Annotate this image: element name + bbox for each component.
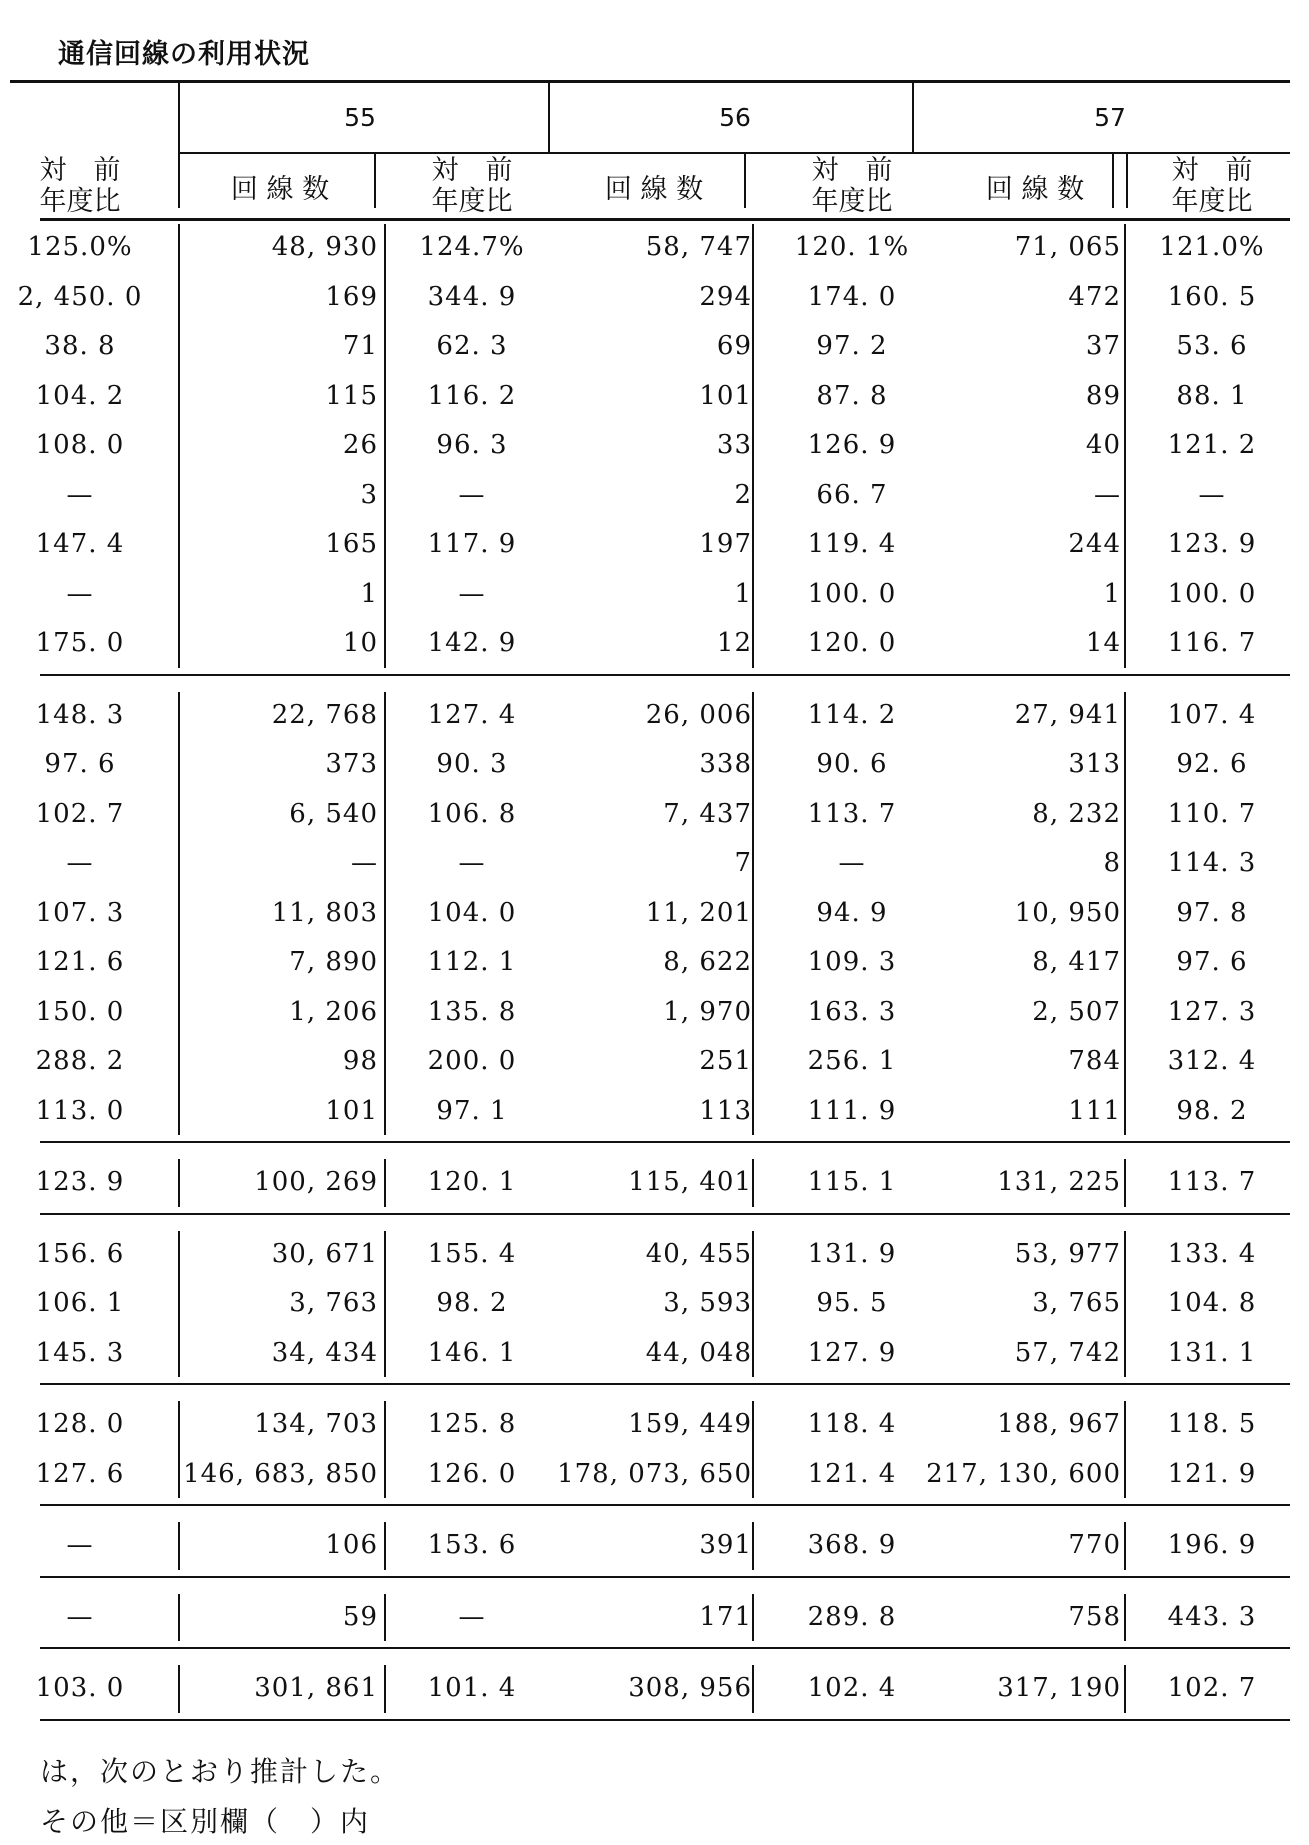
column-divider [752,1159,754,1207]
column-divider [1124,1665,1126,1713]
cell-lines-55: 169 [325,281,378,312]
cell-lines-57: 472 [1068,281,1121,312]
cell-lines-57: 758 [1068,1601,1121,1632]
cell-lines-57: 244 [1068,529,1121,559]
cell-ratio-55: 153. 6 [427,1530,517,1560]
cell-ratio-56: 115. 1 [807,1167,897,1197]
cell-ratio-57: 97. 8 [1176,897,1248,928]
cell-ratio-57: 102. 7 [1167,1673,1257,1703]
cell-ratio-55: 135. 8 [427,996,517,1027]
cell-ratio-56: 131. 9 [807,1238,897,1269]
cell-prev-ratio: 107. 3 [35,897,125,928]
cell-lines-56: 12 [716,628,752,658]
group-rule [40,1719,1290,1721]
cell-ratio-56: 66. 7 [816,479,888,510]
header-ratio-line2: 年度比 [1171,186,1253,217]
cell-lines-57: 111 [1068,1095,1121,1126]
cell-ratio-57: 121.0% [1159,232,1265,262]
cell-lines-56: 44, 048 [645,1337,752,1368]
cell-ratio-55: 124.7% [419,232,525,262]
header-ratio-line1: 対 前 [1171,155,1253,186]
cell-lines-57: 131, 225 [997,1167,1121,1197]
cell-prev-ratio: — [66,578,94,609]
footnote-2: その他＝区別欄（ ）内 [40,1805,371,1838]
cell-lines-55: — [351,848,378,878]
cell-lines-56: 7 [734,848,752,878]
cell-prev-ratio: 127. 6 [35,1458,125,1489]
cell-ratio-55: — [458,578,486,609]
cell-ratio-56: 126. 9 [807,430,897,460]
cell-ratio-56: 118. 4 [807,1409,897,1439]
cell-ratio-55: 62. 3 [436,331,508,361]
cell-ratio-57: — [1198,479,1226,510]
cell-ratio-56: 256. 1 [807,1046,897,1076]
cell-ratio-56: 368. 9 [807,1530,897,1560]
column-divider [178,1401,180,1498]
column-divider [1124,1159,1126,1207]
cell-lines-57: 71, 065 [1014,232,1121,262]
cell-lines-57: 317, 190 [997,1673,1121,1703]
cell-ratio-55: 96. 3 [436,430,508,460]
cell-lines-56: 115, 401 [628,1167,752,1197]
cell-ratio-57: 131. 1 [1167,1337,1257,1368]
cell-lines-56: 251 [699,1046,752,1076]
cell-lines-57: 37 [1085,331,1121,361]
column-divider [178,1159,180,1207]
header-ratio-line1: 対 前 [431,155,513,186]
year-label: 55 [344,103,376,132]
cell-lines-55: 48, 930 [271,232,378,262]
cell-ratio-56: 120. 0 [807,628,897,658]
cell-lines-57: 188, 967 [997,1409,1121,1439]
header-ratio-line2: 年度比 [811,186,893,217]
cell-prev-ratio: 104. 2 [35,380,125,411]
rule-header [40,218,1290,221]
group-rule [40,674,1290,676]
column-divider [178,1522,180,1570]
column-divider [384,1231,386,1378]
cell-lines-56: 159, 449 [628,1409,752,1439]
cell-lines-56: 178, 073, 650 [557,1458,752,1489]
cell-lines-56: 40, 455 [645,1238,752,1269]
group-rule [40,1141,1290,1143]
cell-lines-55: 373 [325,749,378,779]
cell-lines-56: 69 [716,331,752,361]
cell-prev-ratio: 123. 9 [35,1167,125,1197]
cell-lines-56: 33 [716,430,752,460]
cell-lines-55: 1, 206 [289,996,378,1027]
cell-lines-55: 6, 540 [289,798,378,829]
cell-lines-56: 58, 747 [645,232,752,262]
cell-ratio-55: 101. 4 [427,1673,517,1703]
cell-lines-57: 14 [1085,628,1121,658]
cell-lines-55: 134, 703 [254,1409,378,1439]
column-divider [384,1159,386,1207]
cell-prev-ratio: 145. 3 [35,1337,125,1368]
cell-ratio-55: 344. 9 [427,281,517,312]
cell-ratio-57: 100. 0 [1167,578,1257,609]
cell-lines-55: 22, 768 [271,699,378,730]
cell-lines-57: 8, 417 [1032,947,1121,977]
cell-lines-56: 308, 956 [628,1673,752,1703]
cell-prev-ratio: 113. 0 [35,1095,125,1126]
cell-ratio-56: 111. 9 [807,1095,897,1126]
cell-prev-ratio: 2, 450. 0 [17,281,143,312]
cell-ratio-57: 133. 4 [1167,1238,1257,1269]
header-ratio-line2: 年度比 [39,186,121,217]
cell-ratio-56: 114. 2 [807,699,897,730]
cell-ratio-56: 119. 4 [807,529,897,559]
cell-ratio-55: 97. 1 [436,1095,508,1126]
cell-lines-55: 301, 861 [254,1673,378,1703]
cell-prev-ratio: — [66,1530,94,1560]
cell-prev-ratio: 288. 2 [35,1046,125,1076]
column-divider [384,1594,386,1642]
cell-prev-ratio: 106. 1 [35,1288,125,1318]
cell-prev-ratio: 108. 0 [35,430,125,460]
year-label: 57 [1094,103,1126,132]
group-rule [40,1213,1290,1215]
cell-lines-57: 2, 507 [1032,996,1121,1027]
column-divider [1124,224,1126,668]
cell-lines-56: 101 [699,380,752,411]
cell-ratio-55: 142. 9 [427,628,517,658]
cell-ratio-55: — [458,1601,486,1632]
column-divider [384,1665,386,1713]
header-ratio-line1: 対 前 [39,155,121,186]
cell-ratio-56: — [838,848,866,878]
cell-ratio-57: 107. 4 [1167,699,1257,730]
cell-lines-57: 1 [1103,578,1121,609]
cell-lines-55: 11, 803 [271,897,378,928]
cell-ratio-57: 312. 4 [1167,1046,1257,1076]
cell-lines-55: 30, 671 [271,1238,378,1269]
cell-lines-55: 26 [342,430,378,460]
cell-ratio-55: 98. 2 [436,1288,508,1318]
header-count: 回 線 数 [230,174,330,205]
cell-ratio-55: — [458,479,486,510]
cell-lines-55: 3 [360,479,378,510]
page-title: 通信回線の利用状況 [58,39,310,70]
cell-ratio-55: 155. 4 [427,1238,517,1269]
cell-lines-57: 40 [1085,430,1121,460]
header-divider [1112,152,1114,208]
cell-prev-ratio: 102. 7 [35,798,125,829]
cell-lines-56: 294 [699,281,752,312]
cell-ratio-56: 174. 0 [807,281,897,312]
group-rule [40,1383,1290,1385]
header-ratio-line2: 年度比 [431,186,513,217]
column-divider [752,1401,754,1498]
column-divider [178,1594,180,1642]
cell-ratio-57: 118. 5 [1167,1409,1257,1439]
column-divider [1124,1594,1126,1642]
cell-lines-56: 8, 622 [663,947,752,977]
cell-lines-56: 171 [699,1601,752,1632]
column-divider [752,1594,754,1642]
cell-lines-56: 1 [734,578,752,609]
cell-ratio-57: 121. 2 [1167,430,1257,460]
cell-lines-55: 10 [342,628,378,658]
cell-lines-57: 89 [1085,380,1121,411]
cell-ratio-55: 125. 8 [427,1409,517,1439]
cell-lines-57: — [1094,479,1121,510]
cell-ratio-56: 97. 2 [816,331,888,361]
cell-ratio-55: — [458,848,486,878]
column-divider [178,1231,180,1378]
cell-ratio-56: 163. 3 [807,996,897,1027]
column-divider [752,1665,754,1713]
footnote-1: は，次のとおり推計した。 [40,1755,401,1788]
cell-ratio-57: 97. 6 [1176,947,1248,977]
cell-lines-57: 53, 977 [1014,1238,1121,1269]
cell-lines-55: 100, 269 [254,1167,378,1197]
cell-prev-ratio: 125.0% [27,232,133,262]
cell-ratio-55: 126. 0 [427,1458,517,1489]
cell-ratio-55: 116. 2 [427,380,517,411]
cell-ratio-57: 196. 9 [1167,1530,1257,1560]
cell-ratio-57: 114. 3 [1167,848,1257,878]
cell-lines-56: 391 [699,1530,752,1560]
cell-lines-57: 10, 950 [1014,897,1121,928]
cell-ratio-56: 87. 8 [816,380,888,411]
column-divider [384,692,386,1136]
column-divider [1124,1231,1126,1378]
cell-prev-ratio: 175. 0 [35,628,125,658]
cell-ratio-56: 100. 0 [807,578,897,609]
cell-ratio-57: 92. 6 [1176,749,1248,779]
cell-lines-57: 8 [1103,848,1121,878]
column-divider [1124,692,1126,1136]
cell-ratio-55: 90. 3 [436,749,508,779]
cell-lines-55: 98 [342,1046,378,1076]
cell-lines-55: 165 [325,529,378,559]
cell-lines-56: 1, 970 [663,996,752,1027]
cell-lines-56: 113 [699,1095,752,1126]
cell-prev-ratio: 156. 6 [35,1238,125,1269]
cell-ratio-56: 120. 1% [794,232,910,262]
cell-lines-57: 27, 941 [1014,699,1121,730]
cell-lines-56: 338 [699,749,752,779]
column-divider [384,224,386,668]
cell-lines-57: 217, 130, 600 [926,1458,1121,1489]
cell-ratio-55: 117. 9 [427,529,517,559]
cell-lines-56: 3, 593 [663,1288,752,1318]
cell-prev-ratio: 97. 6 [44,749,116,779]
column-divider [178,692,180,1136]
cell-ratio-57: 127. 3 [1167,996,1257,1027]
cell-lines-55: 1 [360,578,378,609]
cell-ratio-57: 123. 9 [1167,529,1257,559]
group-rule [40,1576,1290,1578]
cell-lines-55: 34, 434 [271,1337,378,1368]
cell-ratio-57: 88. 1 [1176,380,1248,411]
cell-prev-ratio: 103. 0 [35,1673,125,1703]
cell-ratio-56: 109. 3 [807,947,897,977]
cell-lines-56: 11, 201 [645,897,752,928]
column-divider [384,1522,386,1570]
cell-ratio-56: 113. 7 [807,798,897,829]
header-divider [1126,152,1128,208]
header-count: 回 線 数 [604,174,704,205]
cell-lines-57: 770 [1068,1530,1121,1560]
cell-lines-57: 8, 232 [1032,798,1121,829]
cell-lines-55: 101 [325,1095,378,1126]
group-rule [40,1504,1290,1506]
rule-year [178,152,1290,154]
cell-ratio-56: 127. 9 [807,1337,897,1368]
cell-ratio-55: 120. 1 [427,1167,517,1197]
cell-prev-ratio: 121. 6 [35,947,125,977]
cell-prev-ratio: 148. 3 [35,699,125,730]
column-divider [178,1665,180,1713]
cell-prev-ratio: — [66,848,94,878]
column-divider [178,224,180,668]
cell-ratio-55: 146. 1 [427,1337,517,1368]
cell-lines-55: 115 [325,380,378,411]
column-divider [752,692,754,1136]
cell-ratio-57: 110. 7 [1167,798,1257,829]
cell-lines-55: 146, 683, 850 [183,1458,378,1489]
header-divider [912,80,914,152]
cell-lines-57: 784 [1068,1046,1121,1076]
header-divider [548,80,550,152]
cell-prev-ratio: 38. 8 [44,331,116,361]
cell-ratio-56: 95. 5 [816,1288,888,1318]
header-divider [374,152,376,208]
cell-lines-57: 3, 765 [1032,1288,1121,1318]
cell-ratio-55: 127. 4 [427,699,517,730]
cell-lines-56: 197 [699,529,752,559]
column-divider [752,1231,754,1378]
cell-lines-57: 313 [1068,749,1121,779]
cell-ratio-56: 289. 8 [807,1601,897,1632]
cell-lines-55: 106 [325,1530,378,1560]
column-divider [384,1401,386,1498]
cell-prev-ratio: — [66,479,94,510]
header-divider [178,80,180,152]
year-label: 56 [719,103,751,132]
cell-lines-57: 57, 742 [1014,1337,1121,1368]
column-divider [752,1522,754,1570]
cell-ratio-56: 102. 4 [807,1673,897,1703]
cell-lines-55: 71 [342,331,378,361]
cell-lines-55: 7, 890 [289,947,378,977]
cell-prev-ratio: 147. 4 [35,529,125,559]
cell-prev-ratio: — [66,1601,94,1632]
cell-lines-55: 3, 763 [289,1288,378,1318]
cell-lines-56: 2 [734,479,752,510]
cell-ratio-55: 106. 8 [427,798,517,829]
header-divider [178,152,180,208]
rule-top [10,80,1290,83]
column-divider [1124,1522,1126,1570]
group-rule [40,1647,1290,1649]
cell-ratio-57: 160. 5 [1167,281,1257,312]
header-count: 回 線 数 [985,174,1085,205]
cell-ratio-56: 121. 4 [807,1458,897,1489]
cell-prev-ratio: 150. 0 [35,996,125,1027]
cell-ratio-55: 112. 1 [427,947,517,977]
cell-ratio-57: 116. 7 [1167,628,1257,658]
cell-ratio-57: 98. 2 [1176,1095,1248,1126]
cell-ratio-57: 113. 7 [1167,1167,1257,1197]
column-divider [1124,1401,1126,1498]
cell-ratio-57: 53. 6 [1176,331,1248,361]
cell-lines-56: 26, 006 [645,699,752,730]
header-divider [744,152,746,208]
cell-ratio-57: 104. 8 [1167,1288,1257,1318]
cell-lines-56: 7, 437 [663,798,752,829]
column-divider [752,224,754,668]
cell-ratio-57: 443. 3 [1167,1601,1257,1632]
cell-ratio-57: 121. 9 [1167,1458,1257,1489]
cell-ratio-56: 94. 9 [816,897,888,928]
cell-ratio-55: 200. 0 [427,1046,517,1076]
cell-ratio-56: 90. 6 [816,749,888,779]
cell-prev-ratio: 128. 0 [35,1409,125,1439]
header-ratio-line1: 対 前 [811,155,893,186]
cell-ratio-55: 104. 0 [427,897,517,928]
cell-lines-55: 59 [342,1601,378,1632]
